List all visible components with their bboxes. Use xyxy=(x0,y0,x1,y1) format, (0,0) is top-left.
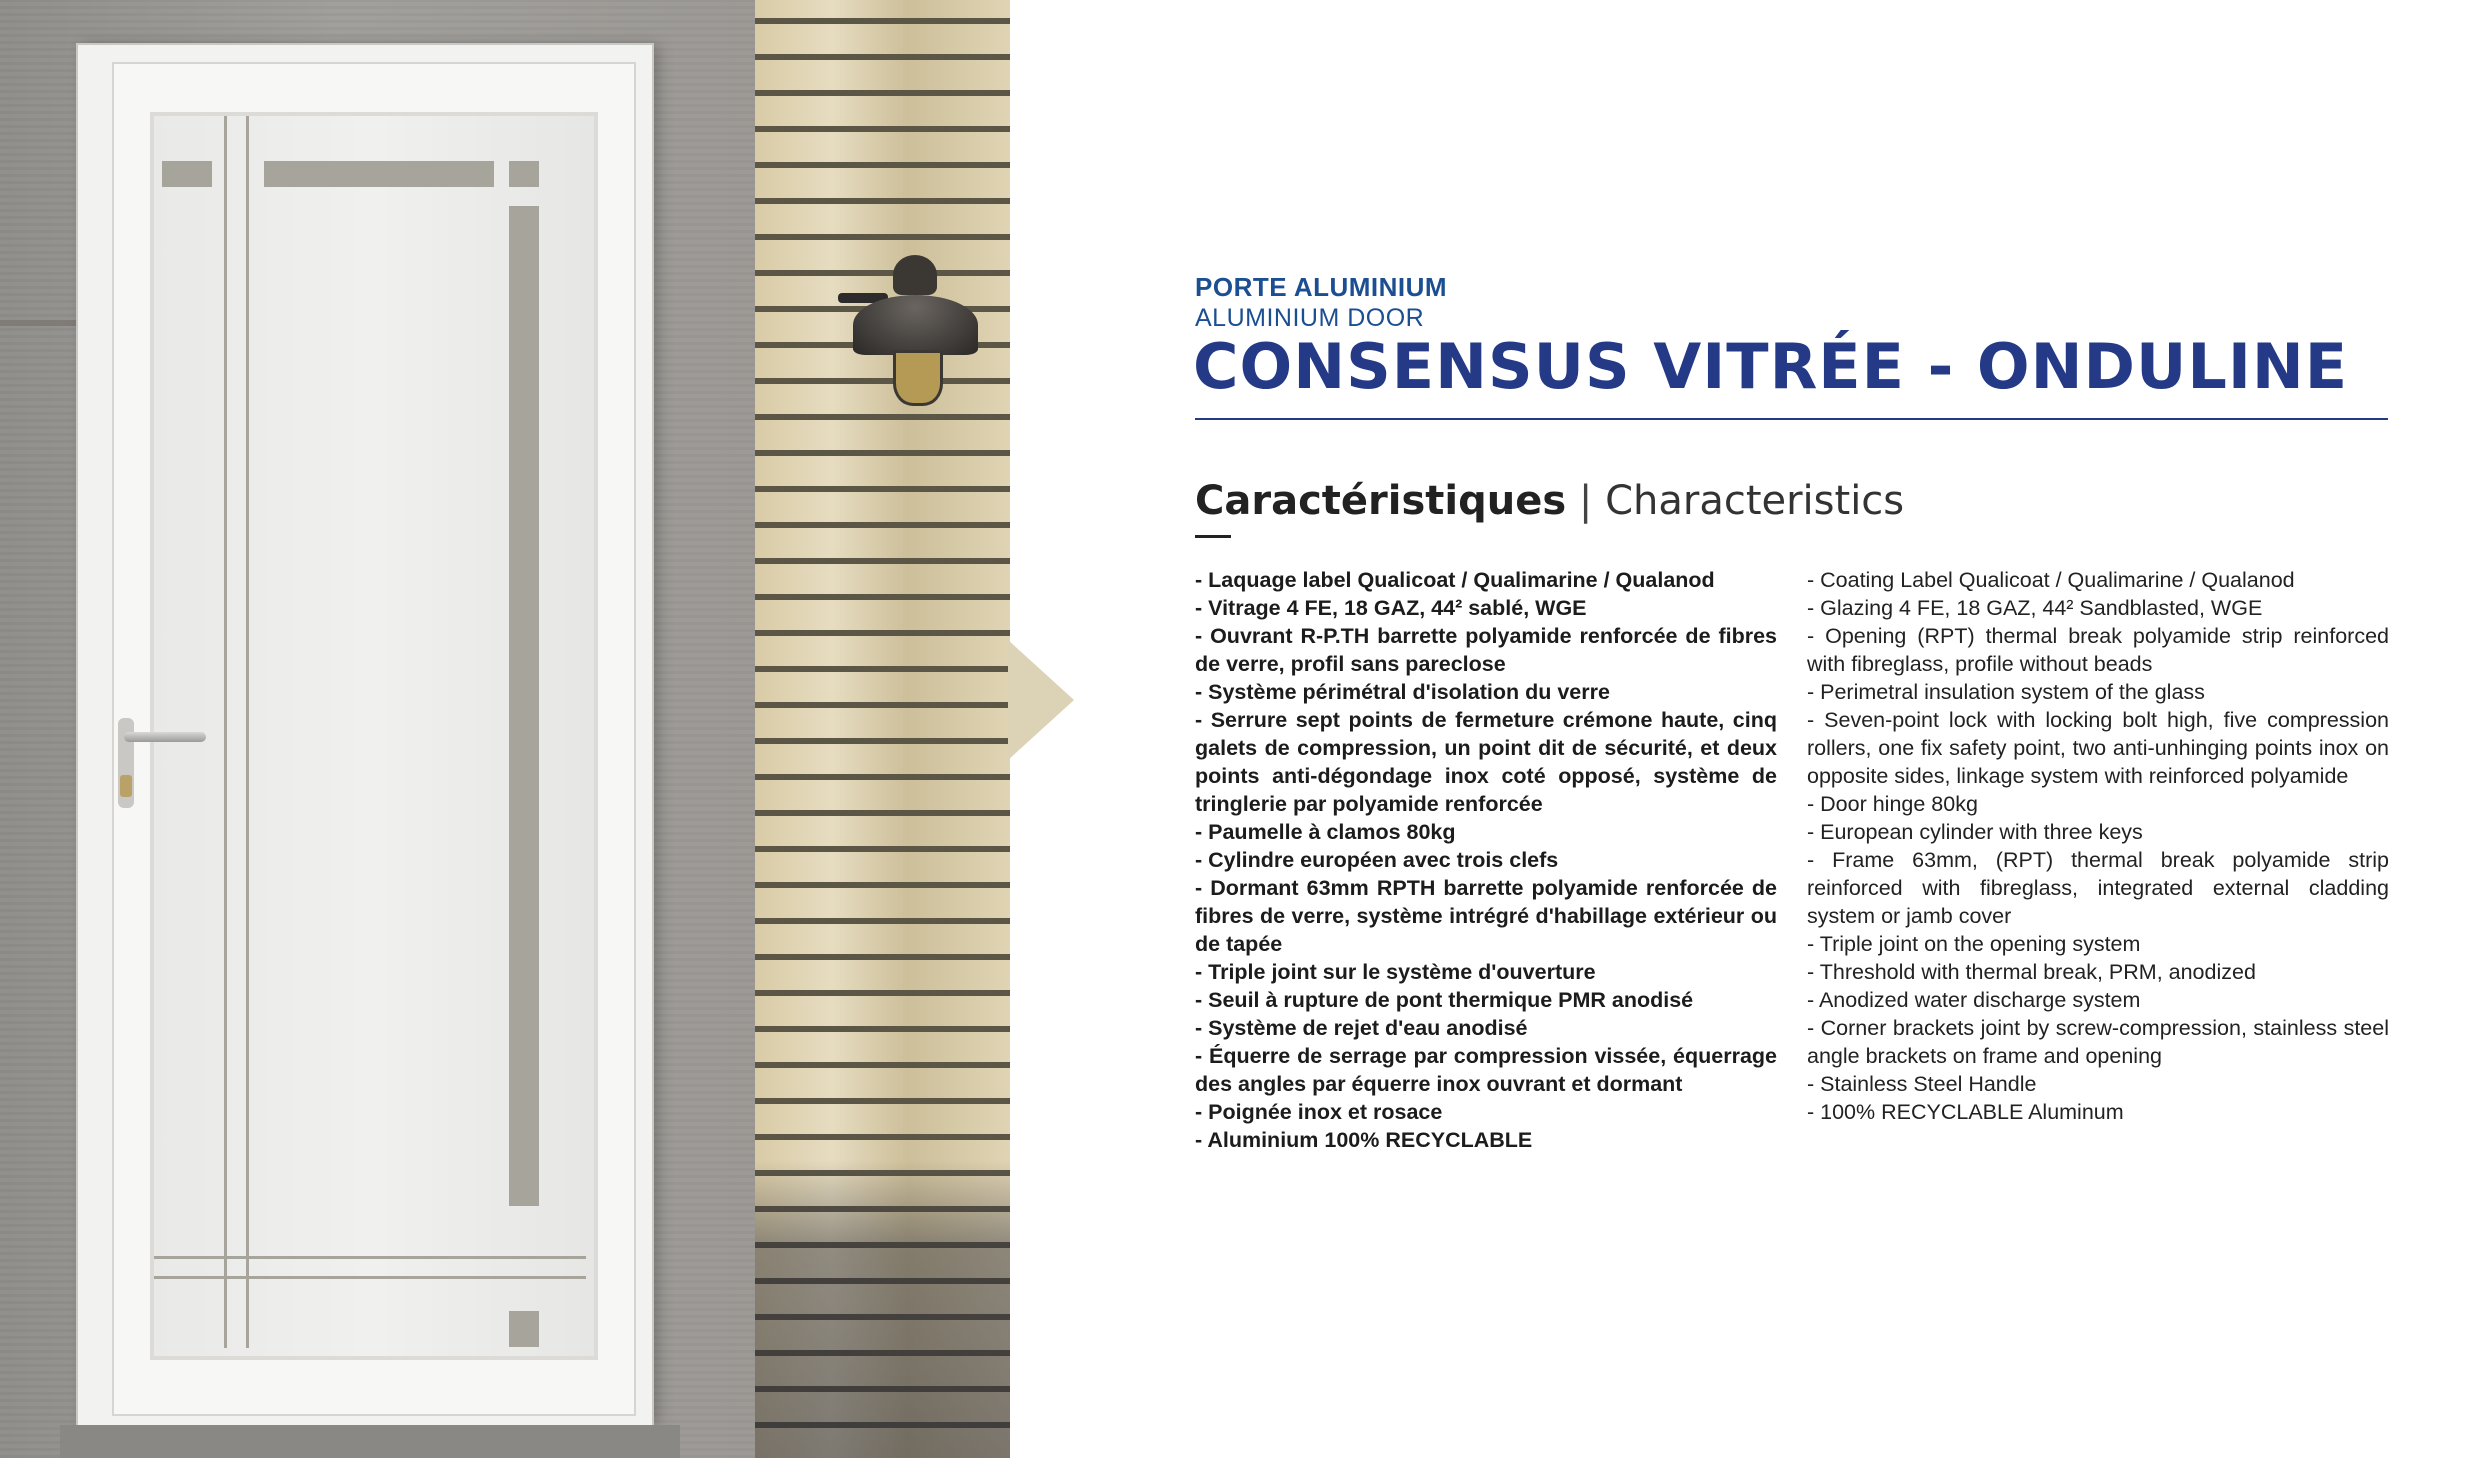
feature-fr-item: - Poignée inox et rosace xyxy=(1195,1100,1443,1124)
feature-en-item: - Coating Label Qualicoat / Qualimarine / Qualanod xyxy=(1807,568,2295,592)
features-fr-list xyxy=(1195,566,1777,1154)
door-photo xyxy=(0,0,1010,1458)
feature-fr-item: - Système périmétral d'isolation du verre xyxy=(1195,680,1610,704)
product-title: CONSENSUS VITRÉE - ONDULINE xyxy=(1193,330,2349,403)
section-heading xyxy=(1195,478,1904,524)
feature-fr-item: - Triple joint sur le système d'ouverture xyxy=(1195,960,1596,984)
feature-fr-item: - Serrure sept points de fermeture crémone haute, cinq galets de compression, un point dit de sécurité, et deux points anti-dégondage inox coté opposé, système de tringlerie par polyamide renforcée xyxy=(1195,708,1777,816)
feature-fr-item: - Ouvrant R-P.TH barrette polyamide renforcée de fibres de verre, profil sans pareclose xyxy=(1195,624,1777,676)
feature-en-item: - Opening (RPT) thermal break polyamide strip reinforced with fibreglass, profile without beads xyxy=(1807,624,2389,676)
feature-fr-item: - Aluminium 100% RECYCLABLE xyxy=(1195,1128,1533,1152)
door-handle xyxy=(124,732,206,742)
feature-fr-item: - Équerre de serrage par compression vissée, équerrage des angles par équerre inox ouvrant et dormant xyxy=(1195,1044,1777,1096)
feature-fr-item: - Système de rejet d'eau anodisé xyxy=(1195,1016,1528,1040)
feature-fr-item: - Dormant 63mm RPTH barrette polyamide renforcée de fibres de verre, système intrégré d'habillage extérieur ou de tapée xyxy=(1195,876,1777,956)
feature-fr-item: - Vitrage 4 FE, 18 GAZ, 44² sablé, WGE xyxy=(1195,596,1587,620)
feature-en-item: - Frame 63mm, (RPT) thermal break polyamide strip reinforced with fibreglass, integrated external cladding system or jamb cover xyxy=(1807,848,2389,928)
feature-fr-item: - Cylindre européen avec trois clefs xyxy=(1195,848,1559,872)
feature-en-item: - European cylinder with three keys xyxy=(1807,820,2143,844)
section-label-en: Characteristics xyxy=(1605,478,1905,524)
lock-cylinder xyxy=(120,775,132,797)
feature-en-item: - Seven-point lock with locking bolt high, five compression rollers, one fix safety point, two anti-unhinging points inox on opposite sides, linkage system with reinforced polyamide xyxy=(1807,708,2389,788)
feature-en-item: - Door hinge 80kg xyxy=(1807,792,1978,816)
feature-en-item: - Glazing 4 FE, 18 GAZ, 44² Sandblasted, WGE xyxy=(1807,596,2263,620)
feature-fr-item: - Seuil à rupture de pont thermique PMR anodisé xyxy=(1195,988,1694,1012)
wall-lamp xyxy=(838,255,988,405)
brick-shadow xyxy=(755,1160,1010,1458)
overline-fr: PORTE ALUMINIUM xyxy=(1195,272,1448,302)
section-underline xyxy=(1195,535,1231,538)
threshold xyxy=(60,1425,680,1458)
feature-en-item: - Stainless Steel Handle xyxy=(1807,1072,2037,1096)
feature-fr-item: - Paumelle à clamos 80kg xyxy=(1195,820,1456,844)
frosted-glass-panel xyxy=(150,112,598,1360)
feature-en-item: - Triple joint on the opening system xyxy=(1807,932,2141,956)
feature-en-item: - 100% RECYCLABLE Aluminum xyxy=(1807,1100,2124,1124)
section-separator: | xyxy=(1578,478,1593,524)
feature-en-item: - Anodized water discharge system xyxy=(1807,988,2141,1012)
overline-en: ALUMINIUM DOOR xyxy=(1195,304,1425,332)
feature-en-item: - Corner brackets joint by screw-compression, stainless steel angle brackets on frame and opening xyxy=(1807,1016,2389,1068)
section-label-fr: Caractéristiques xyxy=(1195,478,1567,524)
arrow-notch xyxy=(1008,640,1074,760)
features-en-list xyxy=(1807,566,2389,1126)
feature-en-item: - Perimetral insulation system of the glass xyxy=(1807,680,2205,704)
feature-fr-item: - Laquage label Qualicoat / Qualimarine / Qualanod xyxy=(1195,568,1715,592)
title-rule xyxy=(1195,418,2388,420)
feature-en-item: - Threshold with thermal break, PRM, anodized xyxy=(1807,960,2256,984)
